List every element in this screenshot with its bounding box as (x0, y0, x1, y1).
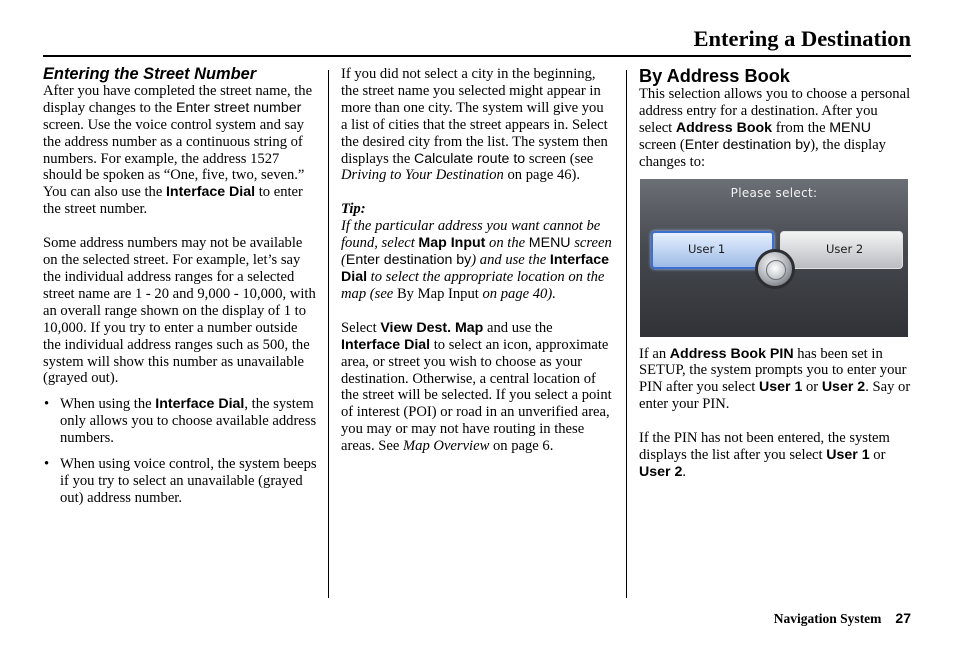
paragraph-pin-not-entered: If the PIN has not been entered, the system displays the list after you select User 1 or User 2. (639, 430, 890, 480)
paragraph-address-ranges: Some address numbers may not be available on the selected street. For example, let’s say the individual address ranges for a selected street name are 1 - 20 and 9,000 - 10,000, with an overall range shown on the display of 1 to 10,000. If you try to enter a number outside the individual address ranges such as 500, the system will show this number as unavailable (grayed out). (43, 235, 316, 387)
section-heading-street-number: Entering the Street Number (43, 65, 257, 83)
column-2 (341, 66, 613, 455)
paragraph-address-book-intro: This selection allows you to choose a personal address entry for a destination. After you select Address Book from the MENU screen (Enter destination by), the display changes to: (639, 86, 911, 170)
user-2-label: User 2 (826, 242, 864, 257)
column-divider-2 (626, 70, 627, 598)
interface-dial-icon (755, 249, 795, 289)
footer-text: Navigation System (773, 611, 882, 626)
paragraph-street-number-intro: After you have completed the street name, the display changes to the Enter street number screen. Use the voice control system and say the address number as a continuous string of numbers. For example, the address 1527 should be spoken as “One, five, two, seven.” You can also use the Interface Dial to enter the street number. (43, 82, 313, 218)
column-1 (43, 66, 317, 507)
user-1-label: User 1 (688, 242, 726, 257)
paragraph-address-book-pin: If an Address Book PIN has been set in SETUP, the system prompts you to enter your PIN after you select User 1 or User 2. Say or enter your PIN. (639, 345, 911, 413)
column-divider-1 (328, 70, 329, 598)
column-3 (639, 66, 911, 481)
user-2-button[interactable] (780, 231, 903, 269)
tip-label: Tip: (341, 201, 366, 218)
title-rule (43, 55, 911, 57)
page-footer (774, 610, 911, 627)
dial-center (766, 260, 786, 280)
page-title: Entering a Destination (693, 26, 911, 51)
section-heading-address-book: By Address Book (639, 66, 790, 86)
bullet-voice-control: • When using voice control, the system beeps if you try to select an unavailable (grayed out) address number. (44, 456, 317, 506)
paragraph-city-selection: If you did not select a city in the beginning, the street name you selected might appear in more than one city. The system will give you a list of cities that the street appears in. Select the desired city from the list. The system then displays the Calculate route to screen (see Driving to Your Destination on page 46). (341, 66, 608, 184)
display-screenshot (640, 179, 908, 337)
paragraph-view-dest-map: Select View Dest. Map and use the Interface Dial to select an icon, approximate area, or street you wish to choose as your destination. Otherwise, a central location of the street will be selected. If you select a point of interest (POI) or road in an unverified area, you may or may not have routing in these areas. See Map Overview on page 6. (341, 319, 612, 455)
screen-title: Please select: (730, 185, 818, 200)
tip-text: If the particular address you want cannot be found, select Map Input on the MENU screen (Enter destination by) and use the Interface Dial to select the appropriate location on the map (see By Map Input on page 40). (341, 218, 612, 302)
page-number: 27 (895, 610, 911, 626)
bullet-interface-dial: • When using the Interface Dial, the system only allows you to choose available address numbers. (44, 396, 317, 447)
